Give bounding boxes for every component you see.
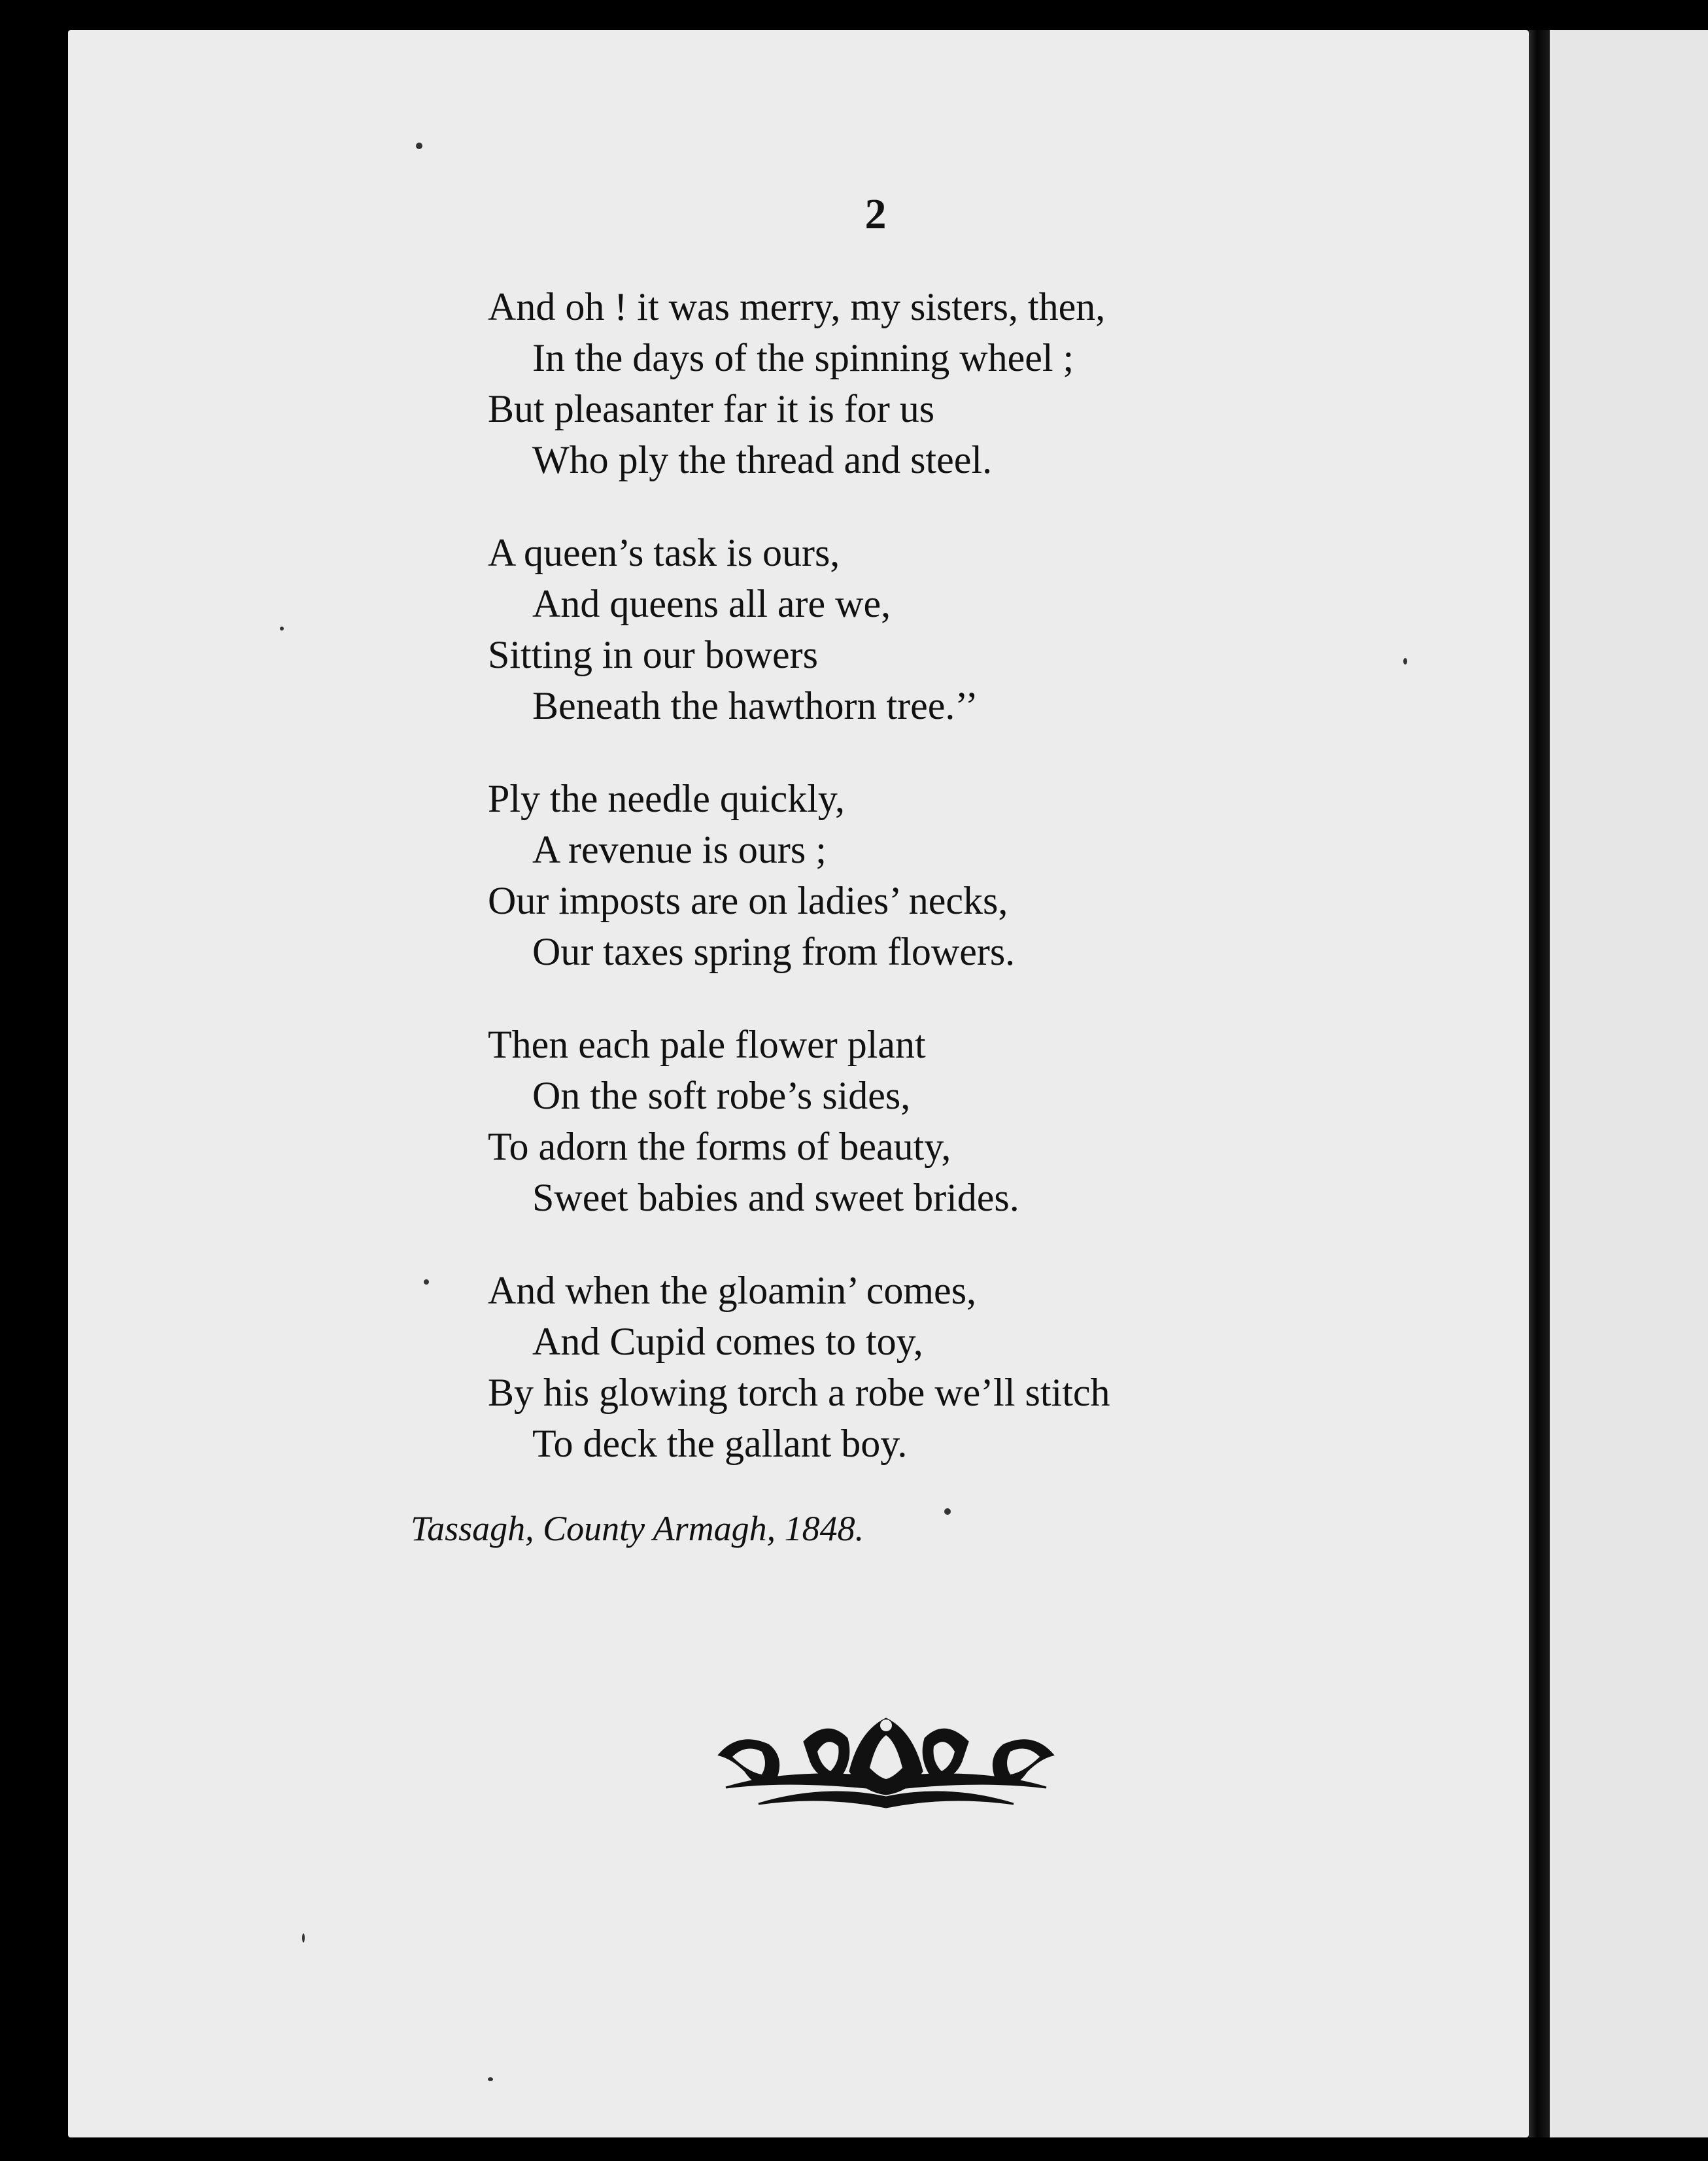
poem-line: But pleasanter far it is for us [488, 387, 935, 430]
poem-line: Then each pale flower plant [488, 1023, 926, 1066]
poem-line: Our imposts are on ladies’ necks, [488, 879, 1008, 922]
poem-line: And Cupid comes to toy, [532, 1320, 923, 1363]
poem-line: A revenue is ours ; [532, 828, 827, 871]
poem-line: By his glowing torch a robe we’ll stitch [488, 1371, 1110, 1414]
poem-line: To adorn the forms of beauty, [488, 1125, 951, 1168]
poem-line: On the soft robe’s sides, [532, 1074, 911, 1117]
poem-attribution: Tassagh, County Armagh, 1848. [411, 1509, 864, 1548]
poem-stanza [488, 1019, 1469, 1223]
poem-stanza [488, 281, 1469, 485]
poem-line: Sitting in our bowers [488, 633, 818, 676]
poem-stanza [488, 773, 1469, 977]
poem-line: In the days of the spinning wheel ; [532, 336, 1074, 379]
poem-line: A queen’s task is ours, [488, 531, 840, 574]
page-number: 2 [864, 190, 887, 238]
paper-speck [280, 627, 284, 631]
paper-speck [416, 143, 422, 149]
poem-stanza [488, 527, 1469, 731]
paper-speck [424, 1279, 429, 1285]
poem-stanza [488, 1265, 1469, 1469]
poem-line: Our taxes spring from flowers. [532, 930, 1016, 973]
poem-line: Sweet babies and sweet brides. [532, 1176, 1019, 1219]
paper-speck [488, 2077, 493, 2081]
book-gutter [1529, 30, 1550, 2137]
floral-ornament-icon [713, 1706, 1059, 1817]
poem-line: To deck the gallant boy. [532, 1422, 908, 1465]
poem-line: Ply the needle quickly, [488, 777, 845, 820]
poem-line: Who ply the thread and steel. [532, 438, 993, 481]
paper-speck [302, 1933, 305, 1943]
poem-line: Beneath the hawthorn tree.’’ [532, 684, 978, 727]
poem-line: And queens all are we, [532, 582, 891, 625]
facing-page-edge [1550, 30, 1708, 2137]
poem-line: And when the gloamin’ comes, [488, 1269, 977, 1312]
poem-line: And oh ! it was merry, my sisters, then, [488, 285, 1106, 328]
poem [488, 281, 1469, 1511]
